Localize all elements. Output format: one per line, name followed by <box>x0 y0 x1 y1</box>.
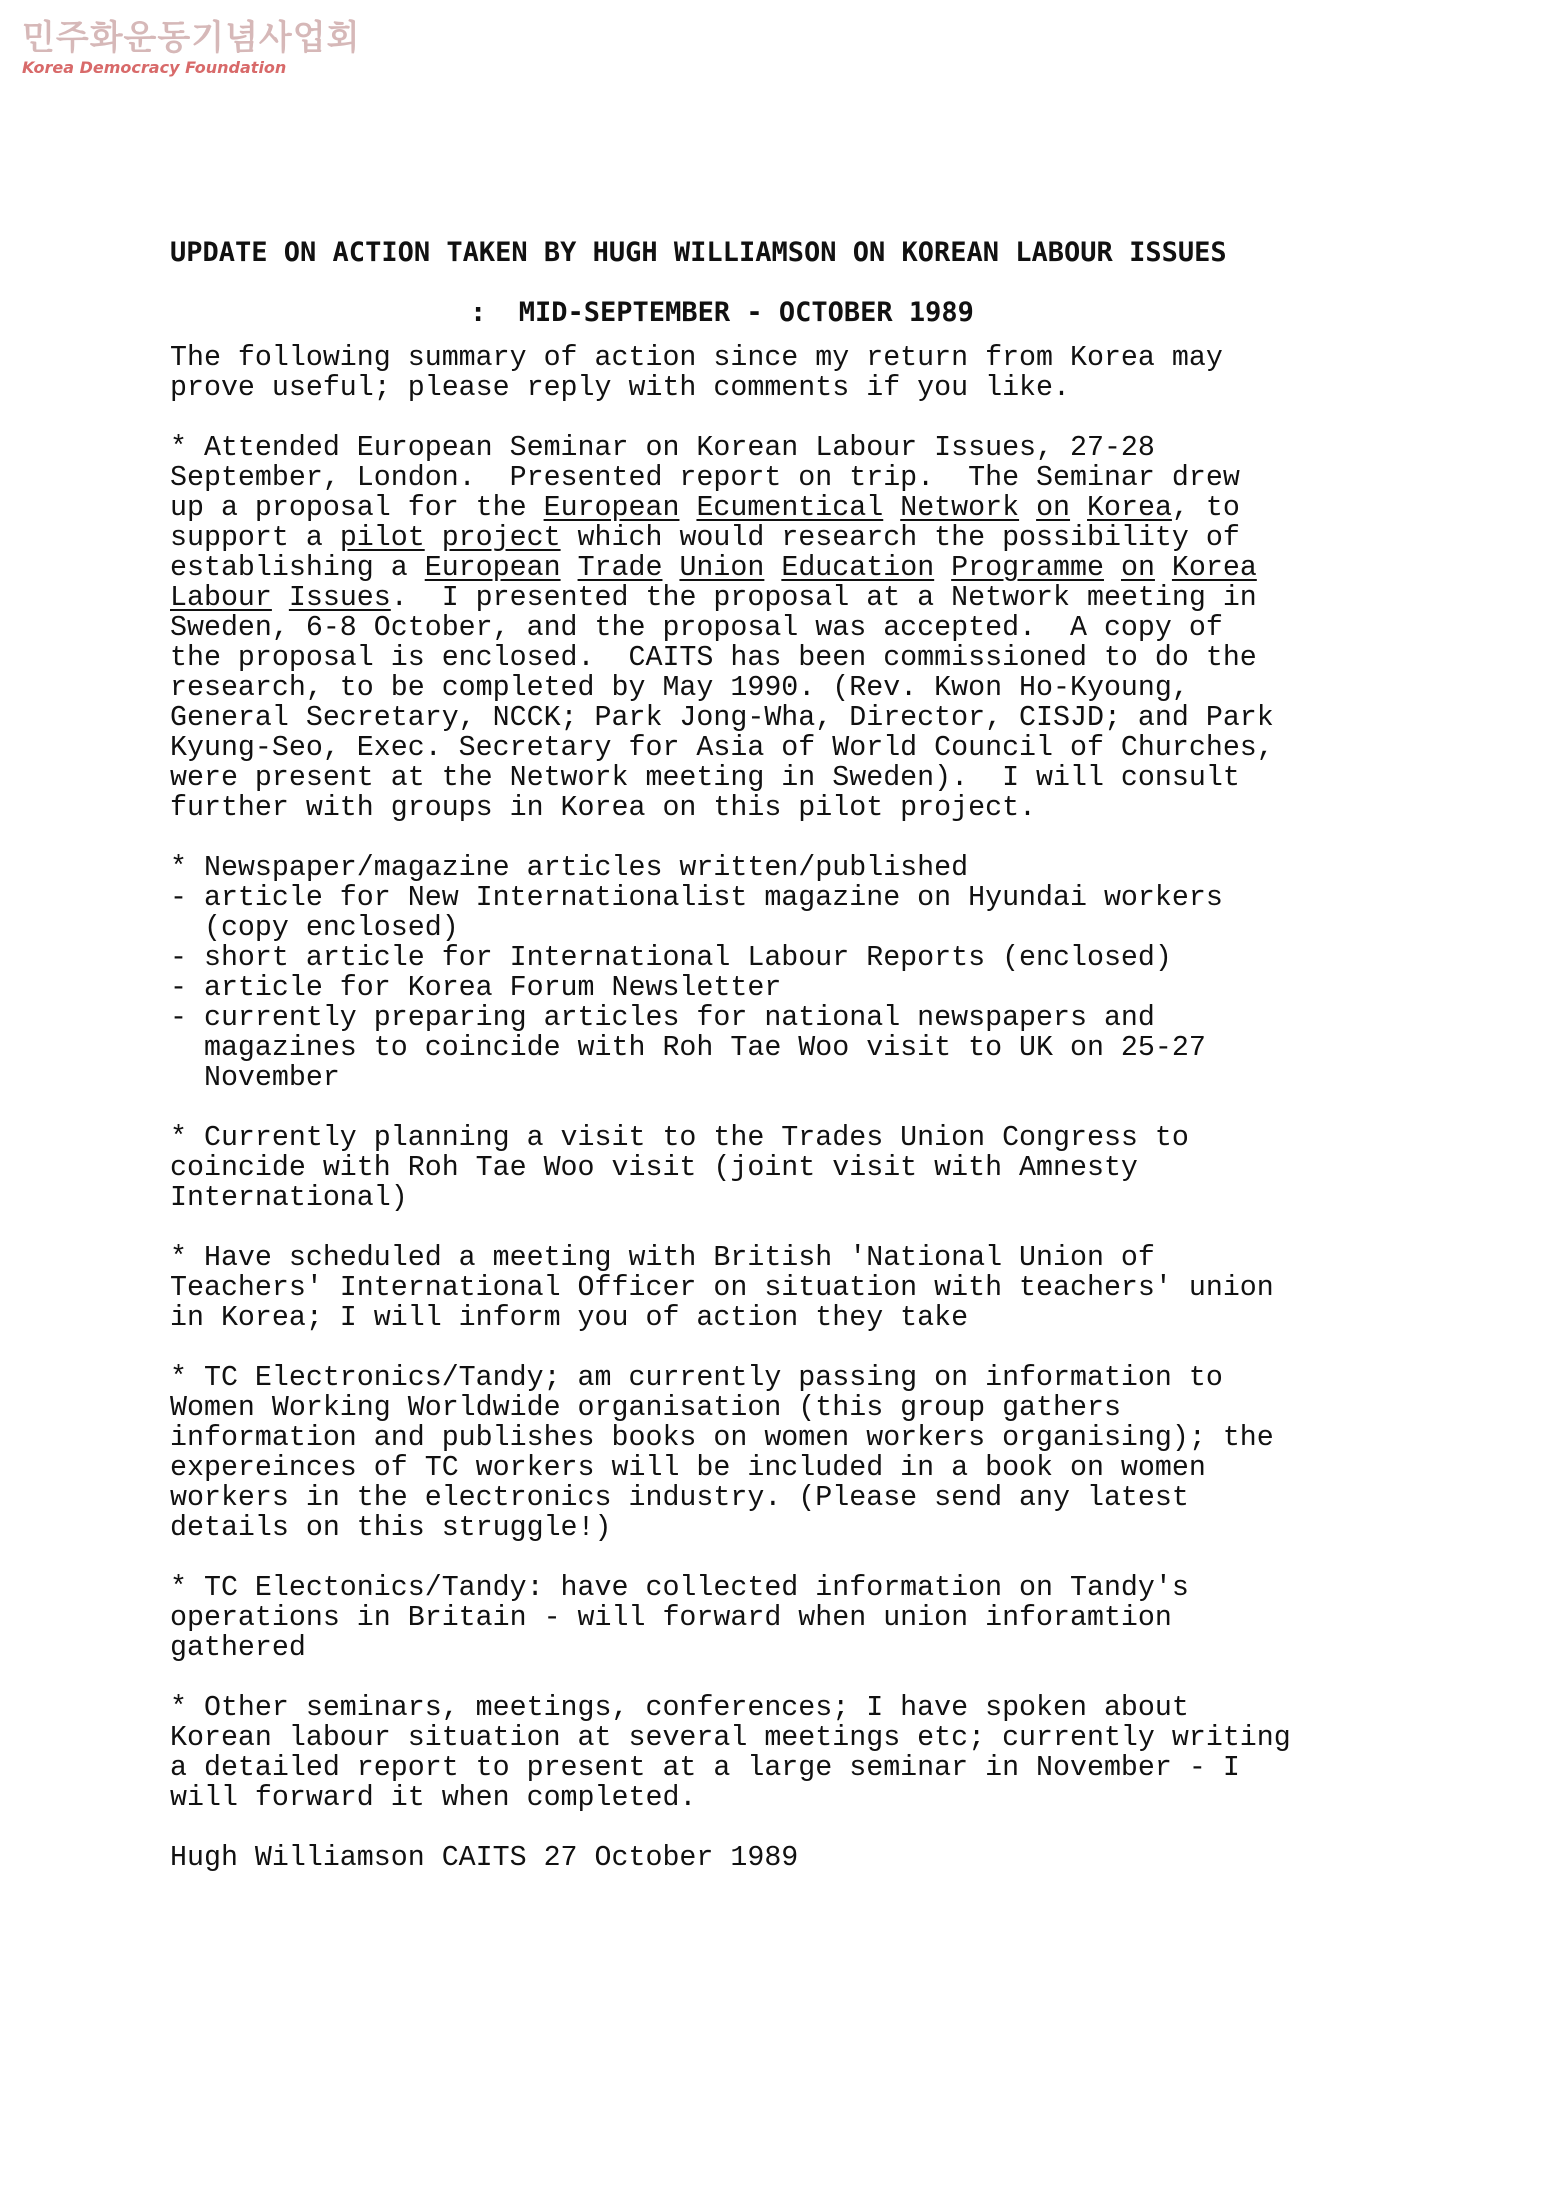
text-fragment: . I presented the proposal at a Network meeting in <box>390 582 1257 614</box>
text-line: Korean labour situation at several meetings etc; currently writing <box>170 1722 1291 1754</box>
underlined-word: European <box>543 492 680 524</box>
document-title: UPDATE ON ACTION TAKEN BY HUGH WILLIAMSON ON KOREAN LABOUR ISSUES <box>170 237 1227 268</box>
underlined-word: Labour <box>170 582 272 614</box>
underlined-word: Korea <box>1171 552 1257 584</box>
underlined-word: Programme <box>951 552 1104 584</box>
text-line: Sweden, 6-8 October, and the proposal was accepted. A copy of <box>170 612 1223 644</box>
underlined-word: Korea <box>1087 492 1172 524</box>
teachers-paragraph <box>170 1243 1400 1333</box>
list-item: - short article for International Labour Reports (enclosed) <box>170 942 1172 974</box>
text-line: in Korea; I will inform you of action they take <box>170 1302 969 1334</box>
other-seminars-paragraph <box>170 1693 1400 1813</box>
articles-list <box>170 853 1400 1093</box>
text-line: further with groups in Korea on this pilot project. <box>170 792 1037 824</box>
logo-english-text: Korea Democracy Foundation <box>22 58 287 77</box>
intro-line: prove useful; please reply with comments if you like. <box>170 372 1070 404</box>
list-item: * Newspaper/magazine articles written/published <box>170 852 969 884</box>
text-line: * Currently planning a visit to the Trades Union Congress to <box>170 1122 1189 1154</box>
text-line: details on this struggle!) <box>170 1512 612 1544</box>
foundation-logo <box>22 18 360 78</box>
text-fragment: support a <box>170 522 340 554</box>
text-fragment: establishing a <box>170 552 425 584</box>
underlined-word: Education <box>781 552 935 584</box>
text-line: a detailed report to present at a large seminar in November - I <box>170 1752 1240 1784</box>
text-line: * Attended European Seminar on Korean Labour Issues, 27-28 <box>170 432 1155 464</box>
logo-korean-text: 민주화운동기념사업회 <box>22 18 361 58</box>
list-item: November <box>170 1062 340 1094</box>
underlined-word: Trade <box>577 552 663 584</box>
text-line: were present at the Network meeting in Sweden). I will consult <box>170 762 1240 794</box>
seminar-paragraph <box>170 433 1400 823</box>
text-fragment: , to <box>1171 492 1240 524</box>
text-line: September, London. Presented report on trip. The Seminar drew <box>170 462 1240 494</box>
text-fragment: which would research the possibility of <box>560 522 1240 554</box>
intro-paragraph <box>170 343 1400 403</box>
underlined-word: pilot <box>339 522 425 554</box>
text-line: gathered <box>170 1632 306 1664</box>
text-line: * Have scheduled a meeting with British 'National Union of <box>170 1242 1155 1274</box>
underlined-word: project <box>441 522 561 554</box>
text-line: will forward it when completed. <box>170 1782 697 1814</box>
tc-tandy-paragraph <box>170 1573 1400 1663</box>
tuc-paragraph <box>170 1123 1400 1213</box>
document-subtitle: : MID-SEPTEMBER - OCTOBER 1989 <box>470 297 974 328</box>
underlined-word: on <box>1120 552 1155 584</box>
list-item: - article for New Internationalist magazine on Hyundai workers <box>170 882 1223 914</box>
list-item: - article for Korea Forum Newsletter <box>170 972 782 1004</box>
list-item: - currently preparing articles for national newspapers and <box>170 1002 1155 1034</box>
text-line: the proposal is enclosed. CAITS has been commissioned to do the <box>170 642 1257 674</box>
document-body <box>170 223 1400 1903</box>
underlined-word: Ecumentical <box>696 492 884 524</box>
underlined-word: on <box>1036 492 1071 524</box>
signature: Hugh Williamson CAITS 27 October 1989 <box>170 1842 799 1874</box>
underlined-word: Issues <box>288 582 391 614</box>
text-line: Kyung-Seo, Exec. Secretary for Asia of World Council of Churches, <box>170 732 1274 764</box>
text-fragment: up a proposal for the <box>170 492 544 524</box>
text-line: Teachers' International Officer on situation with teachers' union <box>170 1272 1274 1304</box>
intro-line: The following summary of action since my return from Korea may <box>170 342 1223 374</box>
text-line: workers in the electronics industry. (Please send any latest <box>170 1482 1189 1514</box>
text-line: coincide with Roh Tae Woo visit (joint visit with Amnesty <box>170 1152 1138 1184</box>
text-line: expereinces of TC workers will be included in a book on women <box>170 1452 1206 1484</box>
text-line: * TC Electonics/Tandy: have collected information on Tandy's <box>170 1572 1189 1604</box>
tc-electronics-paragraph <box>170 1363 1400 1543</box>
underlined-word: Network <box>900 492 1020 524</box>
text-line: research, to be completed by May 1990. (Rev. Kwon Ho-Kyoung, <box>170 672 1189 704</box>
text-line: International) <box>170 1182 408 1214</box>
text-line: General Secretary, NCCK; Park Jong-Wha, Director, CISJD; and Park <box>170 702 1274 734</box>
list-item: (copy enclosed) <box>170 912 459 944</box>
text-line: * Other seminars, meetings, conferences; I have spoken about <box>170 1692 1189 1724</box>
text-line: information and publishes books on women workers organising); the <box>170 1422 1274 1454</box>
underlined-word: European <box>424 552 561 584</box>
list-item: magazines to coincide with Roh Tae Woo visit to UK on 25-27 <box>170 1032 1206 1064</box>
text-line: * TC Electronics/Tandy; am currently passing on information to <box>170 1362 1223 1394</box>
text-line: operations in Britain - will forward when union inforamtion <box>170 1602 1172 1634</box>
underlined-word: Union <box>679 552 765 584</box>
text-line: Women Working Worldwide organisation (this group gathers <box>170 1392 1121 1424</box>
